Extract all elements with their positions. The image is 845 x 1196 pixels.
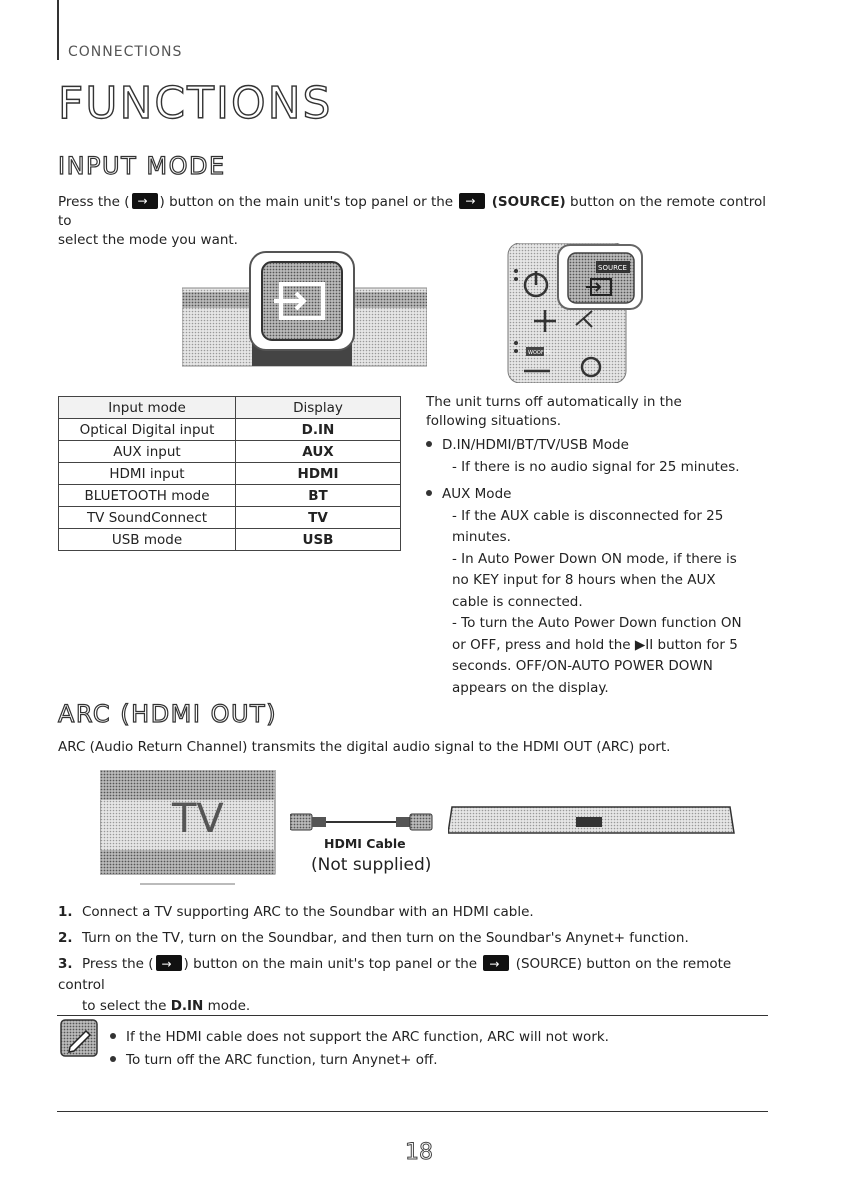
note-pencil-icon — [60, 1019, 98, 1057]
source-icon — [483, 955, 509, 971]
hdmi-cable-label: HDMI Cable — [324, 836, 406, 851]
table-cell-mode: Optical Digital input — [59, 419, 236, 441]
remote-woofer-label: WOOFER — [528, 350, 551, 356]
input-mode-heading: INPUT MODE — [58, 152, 226, 180]
table-cell-mode: TV SoundConnect — [59, 507, 236, 529]
arc-description: ARC (Audio Return Channel) transmits the digital audio signal to the HDMI OUT (ARC) port. — [58, 739, 671, 755]
list-item: 3. Press the (→ ) button on the main unit's top panel or the → (SOURCE) button on the remote control to select the D.IN mode. — [58, 954, 778, 1017]
section-rule — [57, 0, 59, 60]
input-mode-table — [58, 396, 401, 551]
bullet-icon — [110, 1056, 116, 1062]
soundbar-panel-illustration — [182, 250, 427, 380]
table-cell-display: TV — [236, 507, 401, 529]
list-item: 1. Connect a TV supporting ARC to the Soundbar with an HDMI cable. — [58, 904, 534, 920]
source-icon — [132, 193, 158, 209]
bullet-icon — [426, 490, 432, 496]
list-item-detail: - To turn the Auto Power Down function ON or OFF, press and hold the ▶II button for 5 seconds. OFF/ON-AUTO POWER DOWN appears on the display. — [452, 615, 742, 696]
table-cell-display: HDMI — [236, 463, 401, 485]
table-cell-display: AUX — [236, 441, 401, 463]
table-cell-mode: AUX input — [59, 441, 236, 463]
table-cell-mode: BLUETOOTH mode — [59, 485, 236, 507]
tv-illustration — [100, 770, 280, 888]
remote-source-label: SOURCE — [598, 264, 627, 272]
table-cell-display: BT — [236, 485, 401, 507]
source-icon — [156, 955, 182, 971]
table-header-display: Display — [236, 397, 401, 419]
arc-heading: ARC (HDMI OUT) — [58, 700, 278, 728]
bullet-icon — [110, 1033, 116, 1039]
input-mode-intro: Press the (→ ) button on the main unit's top panel or the → (SOURCE) button on the remote control to select the mode you want. — [58, 193, 778, 250]
remote-illustration — [506, 243, 646, 383]
list-item: To turn off the ARC function, turn Anynet+ off. — [110, 1049, 760, 1072]
table-header-row — [59, 397, 401, 419]
list-item: D.IN/HDMI/BT/TV/USB Mode — [426, 435, 771, 457]
table-row — [59, 419, 401, 441]
hdmi-cable-note: (Not supplied) — [311, 855, 432, 875]
arc-steps — [58, 902, 778, 1017]
table-header-mode: Input mode — [59, 397, 236, 419]
table-row — [59, 529, 401, 551]
list-item: AUX Mode — [426, 484, 771, 506]
table-row — [59, 463, 401, 485]
page-number: 18 — [405, 1140, 433, 1165]
table-row — [59, 507, 401, 529]
soundbar-illustration — [448, 803, 738, 839]
table-row — [59, 441, 401, 463]
list-item-detail: - If there is no audio signal for 25 minutes. — [452, 458, 740, 475]
tv-label: TV — [172, 796, 224, 842]
section-label: CONNECTIONS — [68, 44, 183, 60]
auto-off-intro: The unit turns off automatically in the following situations. — [426, 394, 682, 429]
table-cell-mode: USB mode — [59, 529, 236, 551]
page-title: FUNCTIONS — [58, 78, 333, 129]
hdmi-cable-icon — [290, 808, 435, 838]
table-cell-display: D.IN — [236, 419, 401, 441]
auto-power-off-info — [426, 393, 771, 699]
list-item: If the HDMI cable does not support the ARC function, ARC will not work. — [110, 1026, 760, 1049]
bullet-icon — [426, 441, 432, 447]
list-item-detail: - In Auto Power Down ON mode, if there is no KEY input for 8 hours when the AUX cable is connected. — [452, 550, 737, 610]
list-item: 2. Turn on the TV, turn on the Soundbar, and then turn on the Soundbar's Anynet+ function. — [58, 930, 689, 946]
note-list — [110, 1026, 760, 1072]
table-row — [59, 485, 401, 507]
table-cell-display: USB — [236, 529, 401, 551]
table-cell-mode: HDMI input — [59, 463, 236, 485]
source-icon — [459, 193, 485, 209]
list-item-detail: - If the AUX cable is disconnected for 25 minutes. — [452, 507, 724, 545]
